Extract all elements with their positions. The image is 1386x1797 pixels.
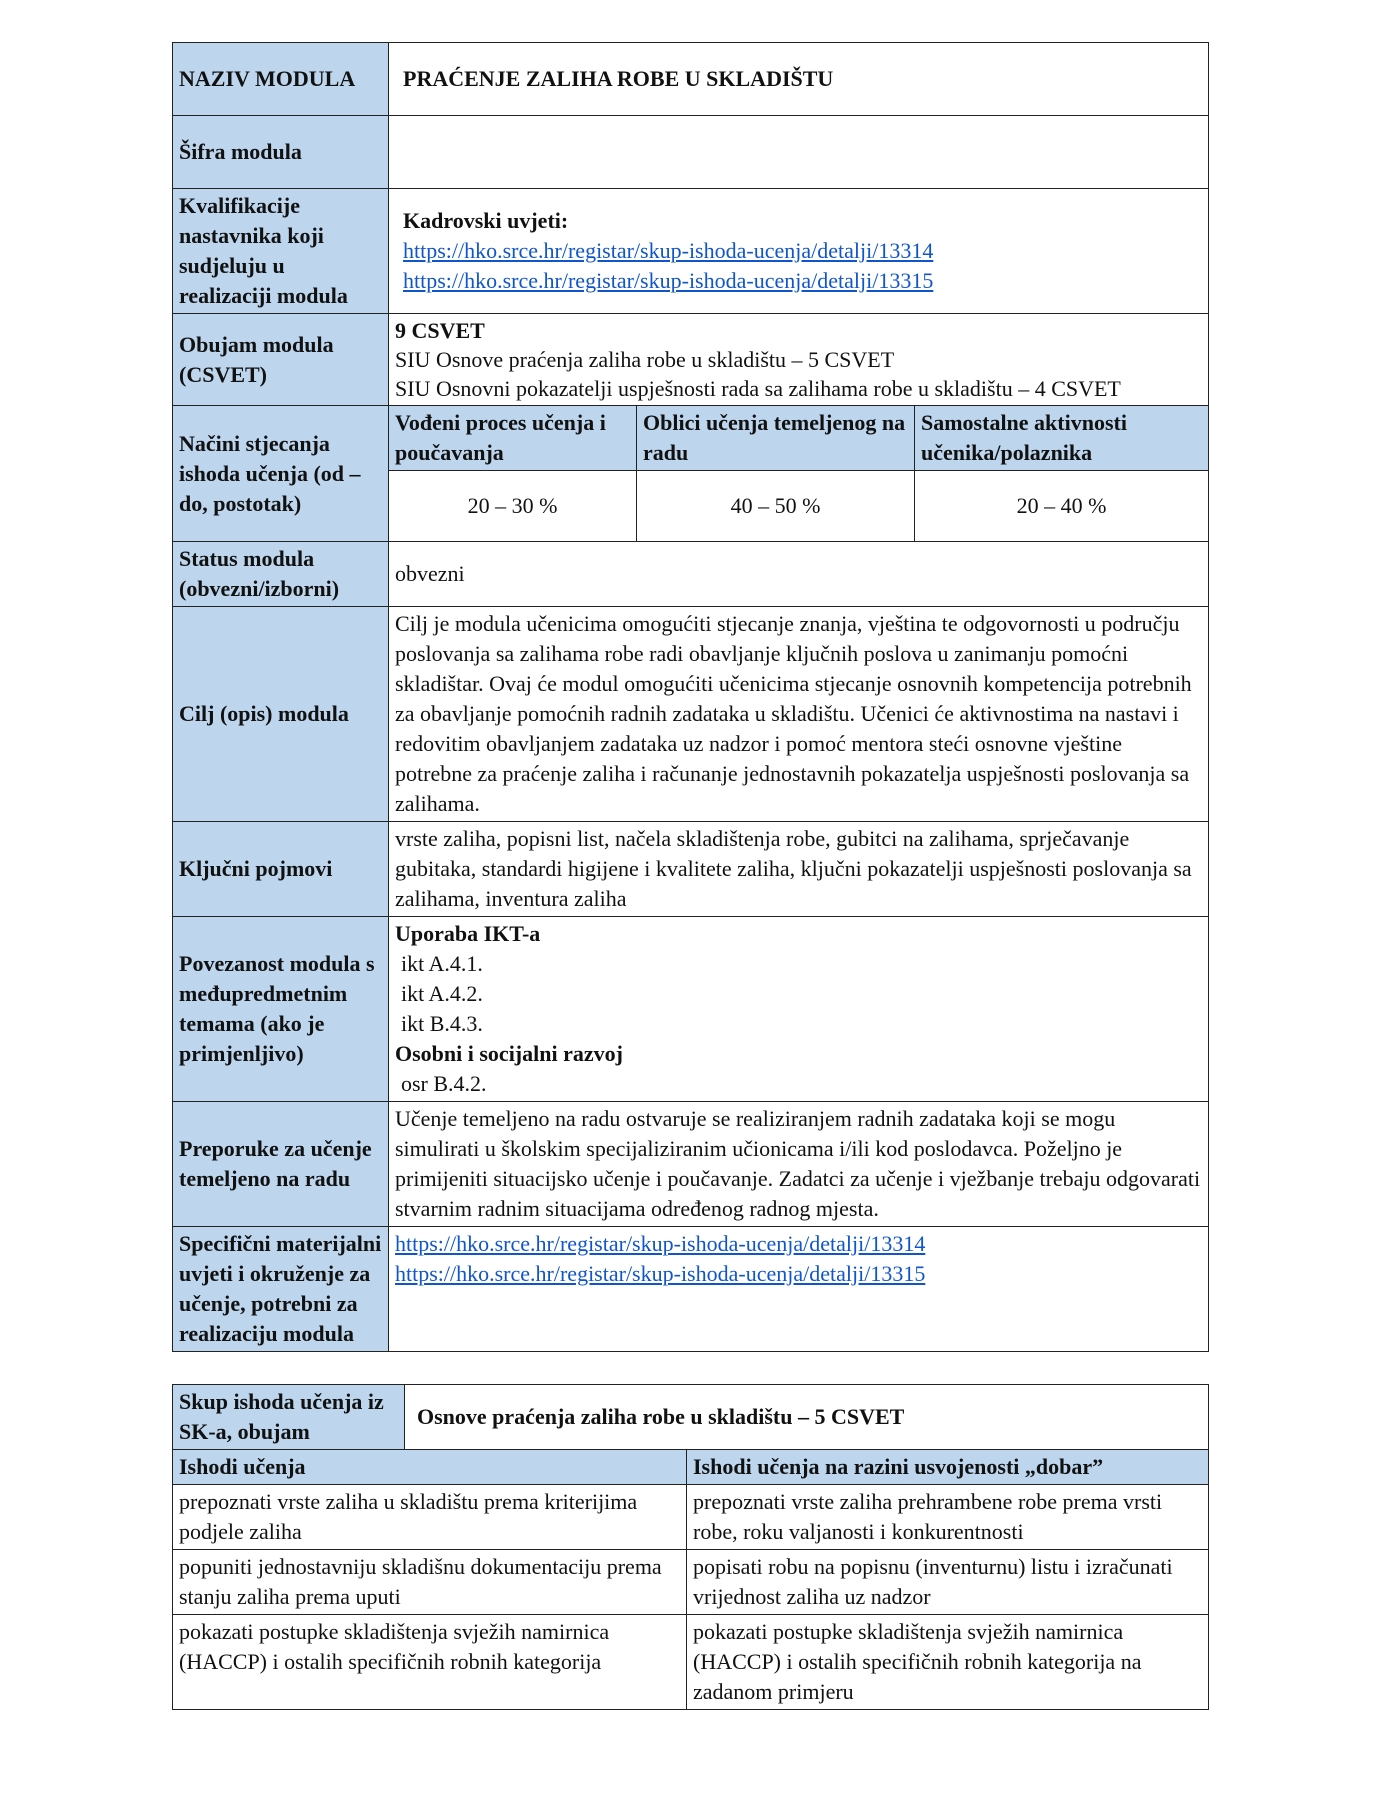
row-sifra bbox=[173, 116, 1209, 189]
povezanost-item: ikt A.4.2. bbox=[401, 981, 483, 1006]
row-povezanost bbox=[173, 917, 1209, 1102]
pojmovi-value: vrste zaliha, popisni list, načela skladištenja robe, gubitci na zalihama, sprječavanje gubitaka, standardi higijene i kvalitete zaliha, ključni pokazatelji uspješnosti poslovanja sa zalihama, inventura zaliha bbox=[389, 822, 1209, 917]
sifra-value bbox=[389, 116, 1209, 189]
ishod-cell: prepoznati vrste zaliha u skladištu prema kriterijima podjele zaliha bbox=[173, 1485, 687, 1550]
povezanost-item: osr B.4.2. bbox=[401, 1071, 487, 1096]
materijalni-link-1[interactable]: https://hko.srce.hr/registar/skup-ishoda-ucenja/detalji/13314 bbox=[395, 1231, 926, 1256]
row-pojmovi bbox=[173, 822, 1209, 917]
pojmovi-label: Ključni pojmovi bbox=[173, 822, 389, 917]
nacini-label: Načini stjecanja ishoda učenja (od – do, postotak) bbox=[173, 406, 389, 542]
status-value: obvezni bbox=[389, 542, 1209, 607]
cilj-value: Cilj je modula učenicima omogućiti stjecanje znanja, vještina te odgovornosti u području poslovanja sa zalihama robe radi obavljanje ključnih poslova u zanimanju pomoćni skladištar. Ovaj će modul omogućiti učenicima stjecanje osnovnih kompetencija potrebnih za obavljanje pomoćnih radnih zadataka u skladištu. Učenici će aktivnostima na nastavi i redovitim obavljanjem zadataka uz nadzor i pomoć mentora steći osnovne vještine potrebne za praćenje zaliha i računanje jednostavnih pokazatelja uspješnosti poslovanja sa zalihama. bbox=[389, 607, 1209, 822]
povezanost-group-1-title: Uporaba IKT-a bbox=[395, 921, 541, 946]
povezanost-item: ikt B.4.3. bbox=[401, 1011, 483, 1036]
dobar-cell: popisati robu na popisnu (inventurnu) listu i izračunati vrijednost zaliha uz nadzor bbox=[687, 1550, 1209, 1615]
sifra-label: Šifra modula bbox=[173, 116, 389, 189]
materijalni-link-2[interactable]: https://hko.srce.hr/registar/skup-ishoda-ucenja/detalji/13315 bbox=[395, 1261, 926, 1286]
obujam-line-2: SIU Osnovni pokazatelji uspješnosti rada sa zalihama robe u skladištu – 4 CSVET bbox=[395, 376, 1121, 401]
kadrovski-heading: Kadrovski uvjeti: bbox=[403, 208, 569, 233]
row-skup bbox=[173, 1385, 1209, 1450]
naziv-value: PRAĆENJE ZALIHA ROBE U SKLADIŠTU bbox=[389, 43, 1209, 116]
kvalifikacije-link-1[interactable]: https://hko.srce.hr/registar/skup-ishoda-ucenja/detalji/13314 bbox=[403, 238, 934, 263]
row-preporuke bbox=[173, 1102, 1209, 1227]
row-nacini-headers bbox=[173, 406, 1209, 471]
ishod-cell: popuniti jednostavniju skladišnu dokumentaciju prema stanju zaliha prema uputi bbox=[173, 1550, 687, 1615]
table-row bbox=[173, 1615, 1209, 1710]
povezanost-label: Povezanost modula s međupredmetnim temama (ako je primjenljivo) bbox=[173, 917, 389, 1102]
row-obujam bbox=[173, 314, 1209, 406]
cilj-label: Cilj (opis) modula bbox=[173, 607, 389, 822]
nacini-header-2: Oblici učenja temeljenog na radu bbox=[637, 406, 915, 471]
nacini-header-1: Vođeni proces učenja i poučavanja bbox=[389, 406, 637, 471]
nacini-value-3: 20 – 40 % bbox=[915, 471, 1209, 542]
row-status bbox=[173, 542, 1209, 607]
nacini-header-3: Samostalne aktivnosti učenika/polaznika bbox=[915, 406, 1209, 471]
row-outcomes-headers bbox=[173, 1450, 1209, 1485]
nacini-value-1: 20 – 30 % bbox=[389, 471, 637, 542]
dobar-cell: pokazati postupke skladištenja svježih namirnica (HACCP) i ostalih specifičnih robnih kategorija na zadanom primjeru bbox=[687, 1615, 1209, 1710]
kvalifikacije-link-2[interactable]: https://hko.srce.hr/registar/skup-ishoda-ucenja/detalji/13315 bbox=[403, 268, 934, 293]
outcomes-table bbox=[172, 1384, 1209, 1710]
skup-label: Skup ishoda učenja iz SK-a, obujam bbox=[173, 1385, 405, 1450]
row-materijalni bbox=[173, 1227, 1209, 1352]
povezanost-item: ikt A.4.1. bbox=[401, 951, 483, 976]
document-page bbox=[172, 42, 1208, 1710]
preporuke-value: Učenje temeljeno na radu ostvaruje se realiziranjem radnih zadataka koji se mogu simulirati u školskim specijaliziranim učionicama i/ili kod poslodavca. Poželjno je primijeniti situacijsko učenje i poučavanje. Zadatci za učenje i vježbanje trebaju odgovarati stvarnim radnim situacijama određenog radnog mjesta. bbox=[389, 1102, 1209, 1227]
obujam-label: Obujam modula (CSVET) bbox=[173, 314, 389, 406]
obujam-total: 9 CSVET bbox=[395, 318, 485, 343]
row-kvalifikacije bbox=[173, 189, 1209, 314]
col-header-ishodi: Ishodi učenja bbox=[173, 1450, 687, 1485]
ishod-cell: pokazati postupke skladištenja svježih namirnica (HACCP) i ostalih specifičnih robnih kategorija bbox=[173, 1615, 687, 1710]
povezanost-group-2-title: Osobni i socijalni razvoj bbox=[395, 1041, 623, 1066]
row-naziv bbox=[173, 43, 1209, 116]
table-row bbox=[173, 1485, 1209, 1550]
col-header-dobar: Ishodi učenja na razini usvojenosti „dobar” bbox=[687, 1450, 1209, 1485]
skup-value: Osnove praćenja zaliha robe u skladištu – 5 CSVET bbox=[405, 1385, 1209, 1450]
table-row bbox=[173, 1550, 1209, 1615]
preporuke-label: Preporuke za učenje temeljeno na radu bbox=[173, 1102, 389, 1227]
status-label: Status modula (obvezni/izborni) bbox=[173, 542, 389, 607]
obujam-line-1: SIU Osnove praćenja zaliha robe u skladištu – 5 CSVET bbox=[395, 347, 895, 372]
row-cilj bbox=[173, 607, 1209, 822]
module-table bbox=[172, 42, 1209, 1352]
dobar-cell: prepoznati vrste zaliha prehrambene robe prema vrsti robe, roku valjanosti i konkurentnosti bbox=[687, 1485, 1209, 1550]
naziv-label: NAZIV MODULA bbox=[173, 43, 389, 116]
nacini-value-2: 40 – 50 % bbox=[637, 471, 915, 542]
materijalni-label: Specifični materijalni uvjeti i okruženje za učenje, potrebni za realizaciju modula bbox=[173, 1227, 389, 1352]
kvalifikacije-label: Kvalifikacije nastavnika koji sudjeluju u realizaciji modula bbox=[173, 189, 389, 314]
